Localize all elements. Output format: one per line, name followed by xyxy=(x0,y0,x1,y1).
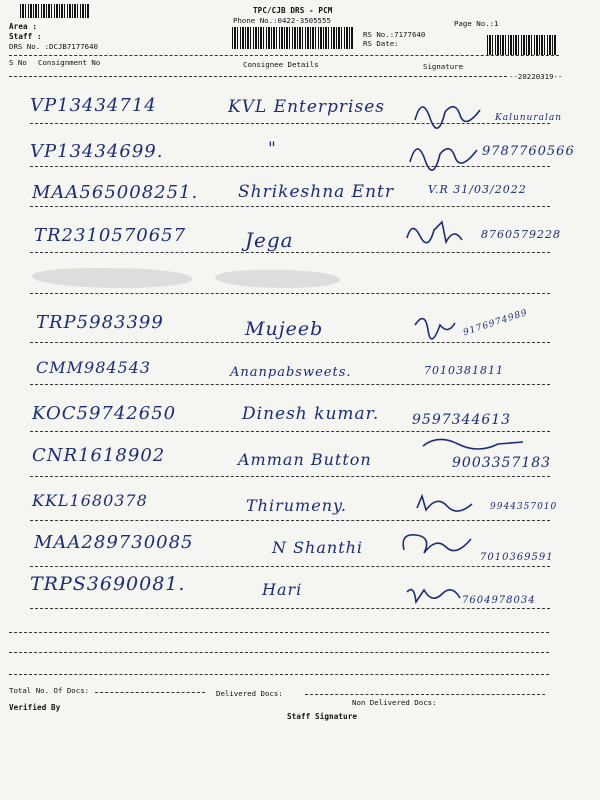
row-line xyxy=(30,293,550,294)
consignee-name: N Shanthi xyxy=(272,538,364,557)
receiver-phone: 7010381811 xyxy=(424,364,504,377)
receiver-phone: 7604978034 xyxy=(462,595,536,606)
col-signature: Signature xyxy=(423,62,464,71)
total-docs-line xyxy=(95,692,205,693)
row-line xyxy=(30,608,550,609)
row-line xyxy=(30,520,550,521)
receiver-note: Kalunuralan xyxy=(495,113,563,123)
row-line xyxy=(30,252,550,253)
consignment-no: KOC59742650 xyxy=(32,403,177,424)
staff-label: Staff : xyxy=(9,32,42,41)
barcode-small xyxy=(20,4,90,18)
receiver-phone: 8760579228 xyxy=(481,228,561,241)
delivered-docs-line xyxy=(305,694,545,695)
delivered-docs-label: Delivered Docs: xyxy=(216,689,283,698)
consignment-no: TRP5983399 xyxy=(36,312,164,333)
smudge-mark xyxy=(215,270,340,288)
receiver-phone: 9597344613 xyxy=(412,412,512,428)
consignment-no: CMM984543 xyxy=(36,358,152,377)
consignee-name: Dinesh kumar. xyxy=(242,404,380,424)
row-line xyxy=(30,384,550,385)
rs-number: RS No.:7177640 xyxy=(363,30,426,39)
signature-scribble xyxy=(410,90,490,130)
empty-line xyxy=(9,632,549,633)
col-consignment: Consignment No xyxy=(38,58,101,67)
signature-scribble xyxy=(412,490,482,516)
col-consignee: Consignee Details xyxy=(243,60,319,69)
row-line xyxy=(30,166,550,167)
signature-scribble xyxy=(410,305,460,345)
receiver-note: V.R 31/03/2022 xyxy=(428,183,527,196)
row-line xyxy=(30,342,550,343)
receiver-phone: 9003357183 xyxy=(452,455,552,471)
consignee-name: Shrikeshna Entr xyxy=(238,182,394,202)
consignment-no: KKL1680378 xyxy=(32,491,148,510)
consignee-name: KVL Enterprises xyxy=(228,97,386,117)
signature-scribble xyxy=(396,525,476,559)
empty-line xyxy=(9,674,549,675)
receiver-phone: 9176974989 xyxy=(462,307,530,339)
row-line xyxy=(30,206,550,207)
date-stamp: --20220319-- xyxy=(509,72,563,81)
consignee-name: Thirumeny. xyxy=(246,496,347,515)
col-sno: S No xyxy=(9,58,27,67)
area-label: Area : xyxy=(9,22,38,31)
consignee-name: Ananpabsweets. xyxy=(230,365,352,380)
consignment-no: VP13434699. xyxy=(30,141,164,162)
consignment-no: CNR1618902 xyxy=(32,445,166,466)
barcode-main xyxy=(232,27,354,49)
header-divider xyxy=(9,55,559,56)
page-number: Page No.:1 xyxy=(454,19,499,28)
consignment-no: TRPS3690081. xyxy=(30,573,186,595)
columns-divider xyxy=(9,76,507,77)
barcode-right xyxy=(487,35,557,55)
consignment-no: VP13434714 xyxy=(30,95,157,116)
document-title: TPC/CJB DRS - PCM xyxy=(253,6,333,15)
consignee-name: " xyxy=(268,139,277,159)
drs-number: DRS No. :DCJB7177640 xyxy=(9,42,98,51)
consignee-name: Amman Button xyxy=(238,450,372,469)
row-line xyxy=(30,566,550,567)
consignment-no: MAA565008251. xyxy=(32,182,199,203)
phone-number: Phone No.:0422-3505555 xyxy=(233,16,331,25)
empty-line xyxy=(9,652,549,653)
receiver-phone: 9944357010 xyxy=(490,502,558,512)
smudge-mark xyxy=(32,268,192,288)
signature-scribble xyxy=(418,432,528,456)
consignee-name: Hari xyxy=(262,580,303,599)
total-docs-label: Total No. Of Docs: xyxy=(9,686,90,695)
staff-signature-label: Staff Signature xyxy=(287,712,358,721)
consignment-no: MAA289730085 xyxy=(34,532,194,553)
non-delivered-docs-label: Non Delivered Docs: xyxy=(352,698,437,707)
rs-date: RS Date: xyxy=(363,39,399,48)
consignment-no: TR2310570657 xyxy=(34,225,187,246)
receiver-phone: 9787760566 xyxy=(482,144,575,159)
receiver-phone: 7010369591 xyxy=(480,552,554,563)
row-line xyxy=(30,476,550,477)
signature-scribble xyxy=(402,212,480,250)
consignee-name: Jega xyxy=(245,228,294,252)
consignee-name: Mujeeb xyxy=(245,318,324,340)
verified-by-label: Verified By xyxy=(9,703,61,712)
row-line xyxy=(30,123,550,124)
signature-scribble xyxy=(402,582,464,610)
